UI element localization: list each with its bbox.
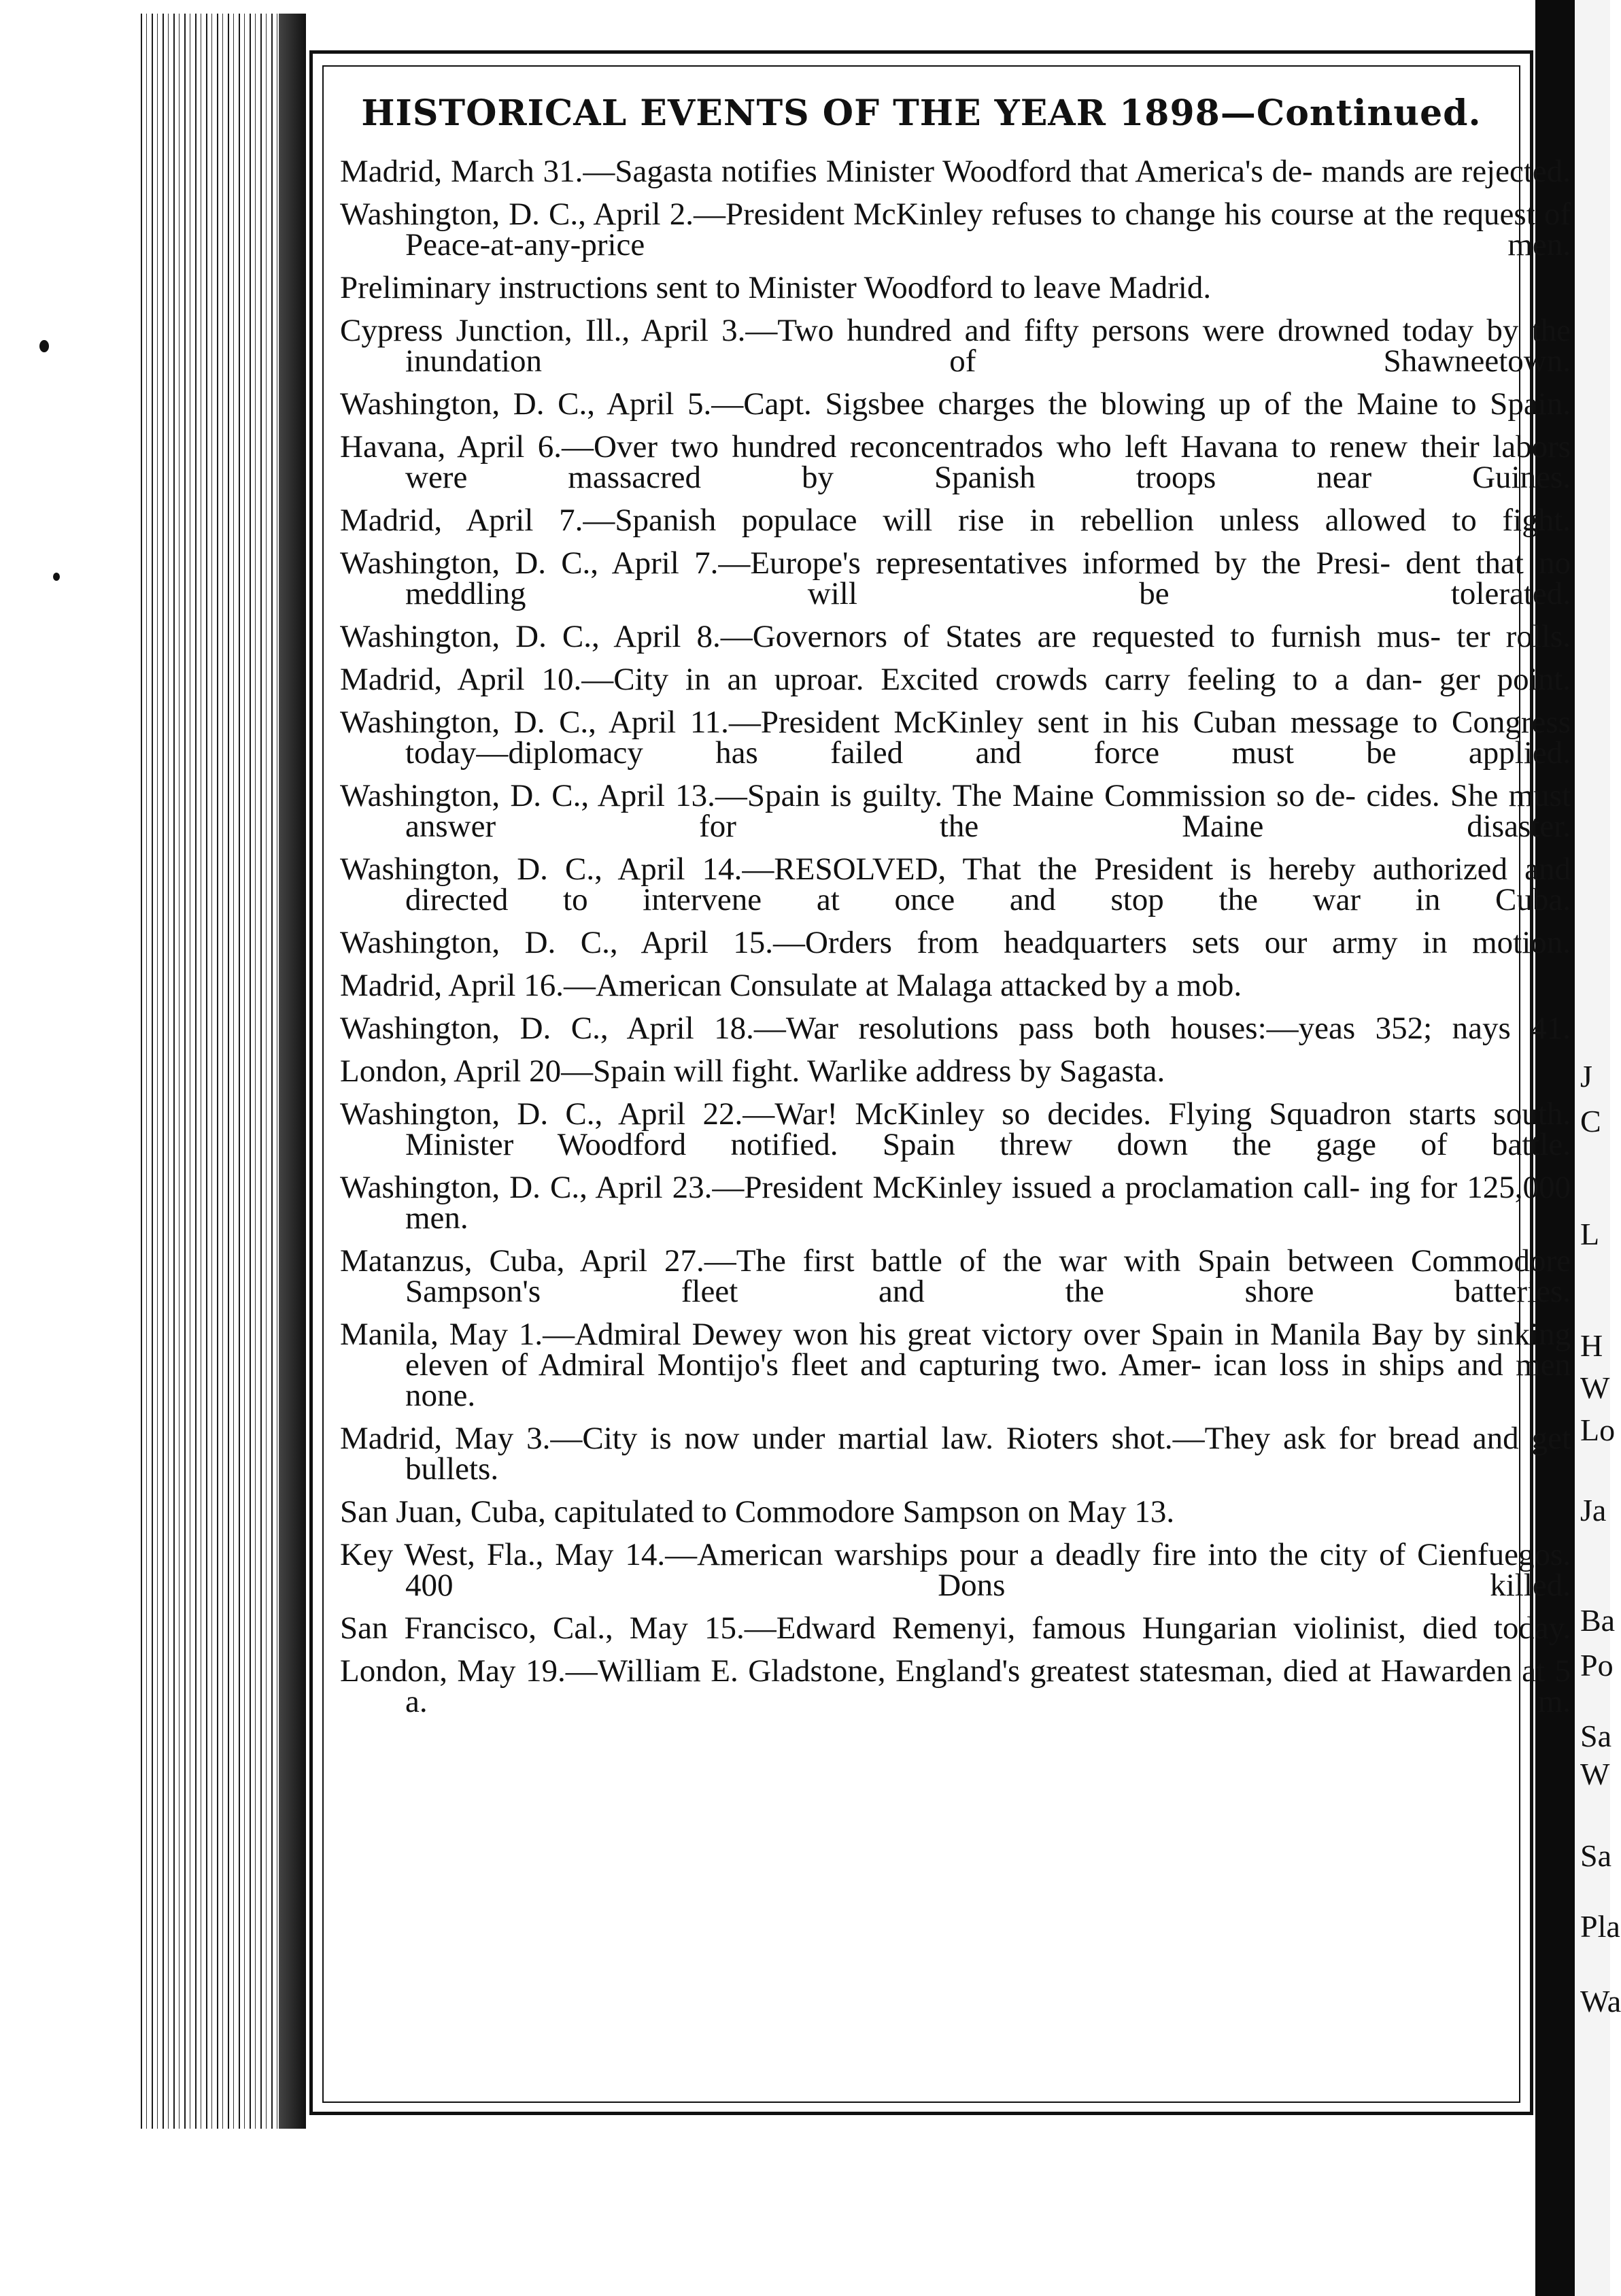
event-line: died today. — [1422, 1610, 1571, 1646]
event-line: London, May 19.—William E. Gladstone, England's greatest statesman, died — [340, 1653, 1338, 1689]
ink-speck — [53, 573, 60, 581]
facing-page-fragment: H — [1580, 1328, 1603, 1363]
event-line: fight. — [1502, 503, 1571, 538]
facing-page — [1575, 0, 1621, 2296]
event-entry — [340, 664, 1571, 695]
event-line: Madrid, April 7.—Spanish populace will rise in rebellion unless allowed to — [340, 503, 1477, 538]
event-entry — [340, 156, 1571, 187]
event-entry — [340, 270, 1571, 305]
event-line: Bay by sinking eleven of Admiral Montijo's fleet and capturing two. Amer- — [405, 1317, 1571, 1383]
event-line: Washington, D. C., April 7.—Europe's representatives informed by the Presi- — [340, 545, 1390, 581]
facing-page-fragment: C — [1580, 1104, 1601, 1138]
event-line: of Cienfuegos. 400 Dons killed. — [405, 1537, 1571, 1603]
event-line: Matanzus, Cuba, April 27.—The first battle of the war with Spain between — [340, 1243, 1395, 1279]
event-line: London, April 20—Spain will fight. Warlike address by Sagasta. — [340, 1053, 1165, 1089]
event-entry — [340, 970, 1571, 1001]
event-entry — [340, 1537, 1571, 1603]
event-entry — [340, 925, 1571, 960]
event-entry — [340, 778, 1571, 844]
event-line: at Hawarden at 5 a. m. — [405, 1653, 1571, 1719]
event-line: Washington, D. C., April 11.—President McKinley sent in his Cuban message — [340, 705, 1399, 740]
event-entry — [340, 1494, 1571, 1530]
event-entry — [340, 1172, 1571, 1234]
event-line: Commodore Sampson's fleet and the shore batteries. — [405, 1243, 1571, 1309]
book-page-edges — [136, 14, 299, 2129]
event-line: ican loss in ships and men none. — [405, 1347, 1571, 1413]
event-line: ger point. — [1439, 662, 1571, 697]
page-heading: HISTORICAL EVENTS OF THE YEAR 1898—Continued. — [361, 92, 1482, 134]
event-entry — [340, 429, 1571, 495]
event-line: Washington, D. C., April 8.—Governors of States are requested to furnish mus- — [340, 619, 1441, 654]
event-line: San Francisco, Cal., May 15.—Edward Remenyi, famous Hungarian violinist, — [340, 1610, 1406, 1646]
event-line: Madrid, April 10.—City in an uproar. Excited crowds carry feeling to a dan- — [340, 662, 1422, 697]
event-line: nays 41. — [1452, 1011, 1571, 1046]
event-line: Washington, D. C., April 13.—Spain is guilty. The Maine Commission so de- — [340, 778, 1356, 813]
event-entry — [340, 386, 1571, 422]
event-entry — [340, 1653, 1571, 1719]
facing-page-fragment: Wa — [1580, 1984, 1621, 2019]
facing-page-fragment: Ba — [1580, 1603, 1616, 1638]
event-line: dent that no meddling will be tolerated. — [405, 545, 1571, 611]
event-entry — [340, 851, 1571, 917]
event-line: cides. She must answer for the Maine disaster. — [405, 778, 1571, 844]
facing-page-fragment: Sa — [1580, 1719, 1611, 1753]
event-line: their labors were massacred by Spanish troops near Guines. — [405, 429, 1571, 495]
event-entry — [340, 197, 1571, 263]
event-line: course at the request of Peace-at-any-price men. — [405, 197, 1571, 263]
facing-page-fragment: W — [1580, 1757, 1610, 1791]
event-line: Cypress Junction, Ill., April 3.—Two hundred and fifty persons were drowned — [340, 313, 1390, 348]
event-line: Madrid, March 31.—Sagasta notifies Minister Woodford that America's de- — [340, 154, 1313, 189]
event-entry — [340, 619, 1571, 654]
event-line: Key West, Fla., May 14.—American warships pour a deadly fire into the city — [340, 1537, 1368, 1572]
event-entry — [340, 1013, 1571, 1044]
facing-page-fragment: Sa — [1580, 1838, 1611, 1873]
facing-page-fragment: Po — [1580, 1648, 1614, 1683]
facing-page-fragment: Ja — [1580, 1493, 1607, 1527]
event-line: Washington, D. C., April 22.—War! McKinley so decides. Flying Squadron — [340, 1096, 1392, 1132]
event-line: Madrid, May 3.—City is now under martial law. Rioters shot.—They ask for — [340, 1421, 1376, 1456]
event-line: Washington, D. C., April 5.—Capt. Sigsbee charges the blowing up of the — [340, 386, 1344, 422]
event-line: authorized and directed to intervene at once and stop the war in Cuba. — [405, 851, 1571, 917]
ink-speck — [39, 340, 49, 352]
event-entry — [340, 707, 1571, 769]
event-entry — [340, 313, 1571, 379]
facing-page-fragment: W — [1580, 1370, 1610, 1405]
event-entry — [340, 1053, 1571, 1089]
event-line: to Congress today—diplomacy has failed and force must be applied. — [405, 705, 1571, 771]
event-line: today by the inundation of Shawneetown. — [405, 313, 1571, 379]
event-line: Manila, May 1.—Admiral Dewey won his great victory over Spain in Manila — [340, 1317, 1361, 1352]
event-line: battle. — [1491, 1127, 1571, 1162]
facing-page-fragment: Pla — [1580, 1909, 1620, 1944]
event-entry — [340, 1319, 1571, 1411]
event-line: Washington, D. C., April 2.—President McKinley refuses to change his — [340, 197, 1262, 232]
facing-page-fragment: Lo — [1580, 1413, 1616, 1447]
event-line: Washington, D. C., April 18.—War resolutions pass both houses:—yeas 352; — [340, 1011, 1433, 1046]
event-entry — [340, 545, 1571, 611]
event-line: Washington, D. C., April 23.—President McKinley issued a proclamation call- — [340, 1170, 1361, 1205]
event-line: Washington, D. C., April 15.—Orders from headquarters sets our army in — [340, 925, 1448, 960]
book-gutter-shadow — [279, 14, 306, 2129]
event-line: Preliminary instructions sent to Minister Woodford to leave Madrid. — [340, 270, 1212, 305]
event-line: mands are rejected. — [1321, 154, 1571, 189]
event-line: Maine to Spain. — [1356, 386, 1571, 422]
event-entry — [340, 1610, 1571, 1646]
event-entry — [340, 1243, 1571, 1309]
event-entry — [340, 1096, 1571, 1162]
event-line: San Juan, Cuba, capitulated to Commodore Sampson on May 13. — [340, 1494, 1175, 1530]
event-line: Havana, April 6.—Over two hundred reconcentrados who left Havana to renew — [340, 429, 1408, 465]
event-line: bread and get bullets. — [405, 1421, 1571, 1487]
event-line: Madrid, April 16.—American Consulate at Malaga attacked by a mob. — [340, 968, 1242, 1003]
events-list — [340, 156, 1571, 1729]
event-line: ter rolls. — [1456, 619, 1571, 654]
event-line: Washington, D. C., April 14.—RESOLVED, That the President is hereby — [340, 851, 1356, 887]
facing-page-fragment: L — [1580, 1217, 1600, 1251]
event-line: starts south. Minister Woodford notified. Spain threw down the gage of — [405, 1096, 1571, 1162]
event-line: motion. — [1472, 925, 1571, 960]
facing-page-fragment: J — [1580, 1059, 1592, 1094]
event-entry — [340, 1423, 1571, 1485]
event-line: ing for 125,000 men. — [405, 1170, 1571, 1236]
event-entry — [340, 505, 1571, 536]
